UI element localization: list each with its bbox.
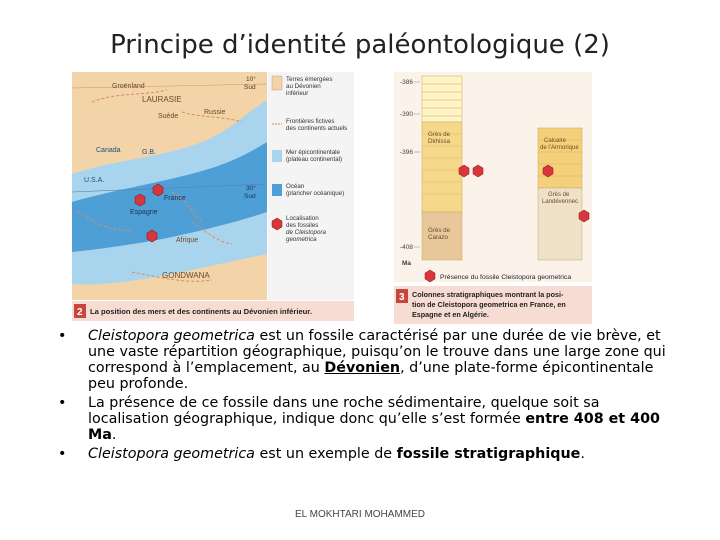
svg-text:Grès deCarazo: Grès de Carazo <box>428 227 451 241</box>
label-laurasia: LAURASIE <box>142 95 182 104</box>
map-legend <box>268 72 354 300</box>
age-396: -396 <box>400 149 414 156</box>
fossil-marker <box>153 184 163 196</box>
stratigraphic-columns <box>394 72 592 282</box>
bullet-text: . <box>111 427 117 443</box>
svg-text:Terres émergéesau Dévonieninfé: Terres émergées au Dévonien inférieur <box>286 76 333 97</box>
bullet-text: entre 408 et 400 Ma <box>88 411 660 443</box>
bullet-list <box>58 328 668 465</box>
footer-author: EL MOKHTARI MOHAMMED <box>294 509 425 520</box>
svg-text:Localisationdes fossilesde Cle: Localisation des fossiles de Cleistopora geometrica <box>286 215 326 243</box>
bullet-dot: • <box>58 328 67 344</box>
bullet-text: La présence de ce fossile dans une roche sédimentaire, quelque soit sa localisation géographique, indique donc qu’elle s’est formée <box>88 395 600 427</box>
label-gondwana: GONDWANA <box>162 271 210 280</box>
lat-30: 30° <box>246 185 256 192</box>
lat-10: 10° <box>246 76 256 83</box>
svg-text:2: 2 <box>77 307 83 318</box>
label-canada: Canada <box>96 147 121 154</box>
bullet-text: fossile stratigraphique <box>396 446 581 462</box>
bullet-text: Dévonien <box>324 360 401 376</box>
map-caption <box>72 301 354 321</box>
age-390: -390 <box>400 111 414 118</box>
bullet-dot: • <box>58 395 67 411</box>
svg-text:La position des mers et des co: La position des mers et des continents au Dévonien inférieur. <box>90 307 312 316</box>
paleogeography-figure <box>72 72 604 324</box>
svg-text:Mer épicontinentale(plateau co: Mer épicontinentale (plateau continental) <box>286 149 343 163</box>
svg-text:Colonnes stratigraphiques mont: Colonnes stratigraphiques montrant la posi- tion de Cleistopora geometrica en France, en Espagne et en Algérie. <box>412 290 566 319</box>
label-spain: Espagne <box>130 209 158 216</box>
svg-text:Grès deDkhissa: Grès de Dkhissa <box>428 131 451 145</box>
label-usa: U.S.A. <box>84 177 105 184</box>
devonian-map <box>72 72 267 300</box>
lat-30-dir: Sud <box>244 193 256 200</box>
age-386: -386 <box>400 79 414 86</box>
bullet-text: Cleistopora geometrica <box>88 328 255 344</box>
svg-text:Océan(plancher océanique): Océan (plancher océanique) <box>286 183 345 197</box>
bullet-item <box>58 328 668 392</box>
bullet-text: . <box>580 446 585 462</box>
bullet-dot: • <box>58 446 67 462</box>
svg-text:Frontières fictivesdes contine: Frontières fictives des continents actuels <box>286 118 348 132</box>
bullet-text: , d’une plate-forme épicontinentale peu profonde. <box>88 360 654 392</box>
bullet-item <box>58 395 668 443</box>
label-sweden: Suède <box>158 113 179 120</box>
age-408: -408 <box>400 244 414 251</box>
label-russia: Russie <box>204 109 226 116</box>
fossil-marker <box>147 230 157 242</box>
svg-text:Calcairede l’Armorique: Calcaire de l’Armorique <box>540 138 579 151</box>
lat-10-dir: Sud <box>244 84 256 91</box>
label-france: France <box>164 195 186 202</box>
bullet-text: est un fossile caractérisé par une durée de vie brève, et une vaste répartition géographique, puisqu’on le trouve dans une large zone qui correspond à l’emplacement, au <box>88 328 666 376</box>
columns-caption <box>394 286 592 324</box>
bullet-item <box>58 446 668 462</box>
label-gb: G.B. <box>142 149 157 156</box>
svg-text:3: 3 <box>399 292 405 303</box>
bullet-text: Cleistopora geometrica <box>88 446 255 462</box>
fossil-marker <box>135 194 145 206</box>
age-unit: Ma <box>402 260 412 267</box>
label-greenland: Groënland <box>112 83 145 90</box>
label-africa: Afrique <box>176 237 199 244</box>
fossil-legend: Présence du fossile Cleistopora geometrica <box>440 274 572 281</box>
bullet-text: est un exemple de <box>254 446 397 462</box>
slide-title: Principe d’identité paléontologique (2) <box>110 30 610 60</box>
svg-text:Grès deLandévennec: Grès de Landévennec <box>542 192 579 205</box>
